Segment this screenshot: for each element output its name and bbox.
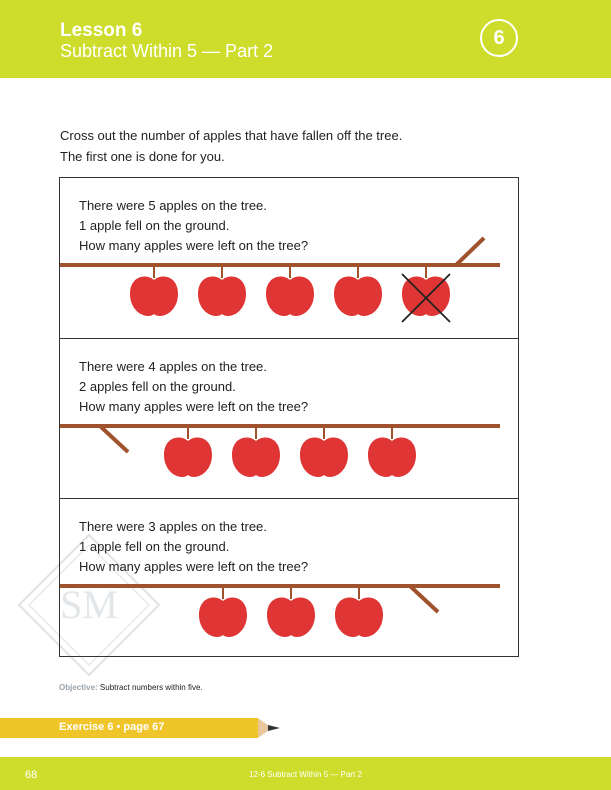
apple[interactable]	[368, 426, 416, 477]
apple[interactable]	[164, 426, 212, 477]
branch-twig	[410, 586, 438, 612]
problem-1-tree-branch-scene	[60, 178, 518, 338]
problem-1-line-1: There were 5 apples on the tree.	[79, 198, 267, 213]
problem-3-line-1: There were 3 apples on the tree.	[79, 519, 267, 534]
branch-twig	[100, 426, 128, 452]
apple[interactable]	[402, 265, 450, 316]
problem-2	[60, 338, 518, 498]
objective-label: Objective:	[59, 683, 98, 692]
objective-text: Subtract numbers within five.	[99, 683, 203, 692]
instruction-line-2: The first one is done for you.	[60, 149, 225, 164]
footer-text: 12-6 Subtract Within 5 — Part 2	[249, 770, 362, 779]
problem-1-line-2: 1 apple fell on the ground.	[79, 218, 230, 233]
instruction-line-1: Cross out the number of apples that have fallen off the tree.	[60, 128, 403, 143]
problem-2-line-1: There were 4 apples on the tree.	[79, 359, 267, 374]
instructions	[60, 125, 402, 167]
problem-2-line-2: 2 apples fell on the ground.	[79, 379, 236, 394]
apple[interactable]	[267, 586, 315, 637]
apple[interactable]	[198, 265, 246, 316]
problem-3-line-3: How many apples were left on the tree?	[79, 559, 309, 574]
problem-3	[60, 498, 518, 658]
apple[interactable]	[335, 586, 383, 637]
apple[interactable]	[266, 265, 314, 316]
lesson-subtitle: Subtract Within 5 — Part 2	[60, 41, 274, 61]
apples[interactable]	[130, 265, 450, 322]
apple[interactable]	[334, 265, 382, 316]
lesson-title: Lesson 6	[60, 20, 143, 41]
exercise-box	[59, 177, 519, 657]
problem-2-tree-branch-scene	[60, 339, 518, 499]
problem-2-line-3: How many apples were left on the tree?	[79, 399, 309, 414]
watermark-letters: SM	[60, 582, 118, 627]
problem-3-tree-branch-scene	[60, 499, 518, 659]
exercise-reference: Exercise 6 • page 67	[59, 721, 165, 733]
apple[interactable]	[130, 265, 178, 316]
lesson-header	[0, 0, 611, 78]
objective	[59, 683, 203, 692]
page-footer	[0, 757, 611, 790]
page-number: 68	[25, 769, 38, 781]
problem-3-line-2: 1 apple fell on the ground.	[79, 539, 230, 554]
apple[interactable]	[232, 426, 280, 477]
apples[interactable]	[199, 586, 383, 637]
apple[interactable]	[199, 586, 247, 637]
apple[interactable]	[300, 426, 348, 477]
lesson-number-badge: 6	[480, 19, 518, 57]
apples[interactable]	[164, 426, 416, 477]
problem-1-line-3: How many apples were left on the tree?	[79, 238, 309, 253]
problem-1	[60, 178, 518, 338]
branch-twig	[456, 238, 484, 265]
